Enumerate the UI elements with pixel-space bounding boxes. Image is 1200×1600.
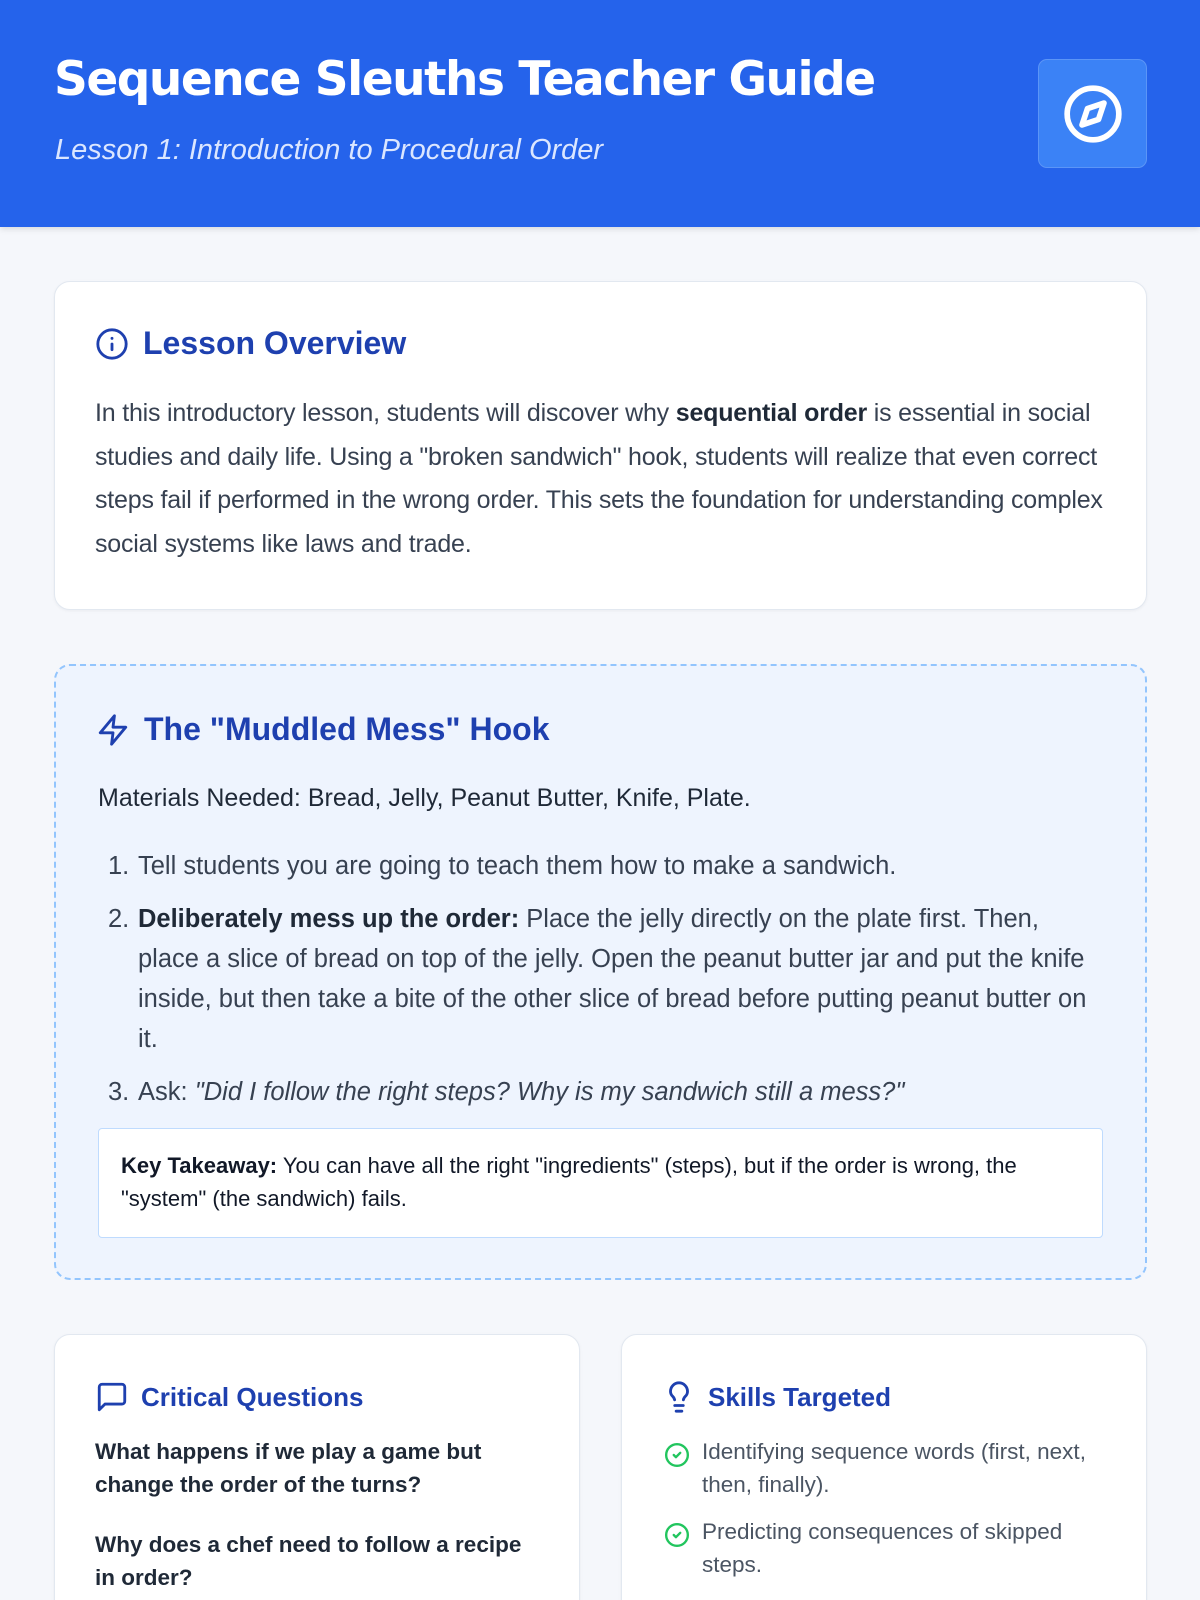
critical-questions-heading: [95, 1380, 364, 1414]
hook-card: [54, 664, 1147, 1280]
key-takeaway-text: You can have all the right "ingredients" (steps), but if the order is wrong, the "system" (the sandwich) fails.: [121, 1153, 1017, 1211]
list-item: Why does a chef need to follow a recipe in order?: [95, 1532, 522, 1590]
page-header: [0, 0, 1200, 227]
chat-icon: [95, 1380, 129, 1414]
key-takeaway-label: Key Takeaway:: [121, 1153, 278, 1178]
list-item: Identifying sequence words (first, next, then, finally).: [664, 1435, 1104, 1501]
key-takeaway-box: [98, 1128, 1103, 1238]
critical-questions-card: [54, 1334, 580, 1600]
skills-targeted-card: [621, 1334, 1147, 1600]
lightbulb-icon: [662, 1380, 696, 1414]
critical-questions-title: Critical Questions: [141, 1381, 364, 1412]
list-item: 1. Tell students you are going to teach them how to make a sandwich.: [108, 852, 897, 880]
info-icon: [95, 327, 129, 361]
compass-button[interactable]: [1038, 59, 1147, 168]
questions-list: [95, 1435, 545, 1600]
page-title: Sequence Sleuths Teacher Guide: [54, 52, 875, 107]
list-item: Predicting consequences of skipped steps.: [664, 1515, 1104, 1581]
hook-title: The "Muddled Mess" Hook: [144, 711, 550, 747]
list-item: 3. Ask: "Did I follow the right steps? Why is my sandwich still a mess?": [108, 1078, 905, 1106]
skills-targeted-title: Skills Targeted: [708, 1381, 892, 1412]
compass-icon: [1062, 83, 1124, 145]
skills-targeted-heading: [662, 1380, 891, 1414]
hook-steps-list: [98, 846, 1103, 1125]
lightning-icon: [96, 713, 130, 747]
emphasis-text: sequential order: [675, 399, 868, 427]
lesson-overview-title: Lesson Overview: [143, 325, 407, 361]
check-circle-icon: [664, 1522, 690, 1548]
materials-needed: Materials Needed: Bread, Jelly, Peanut Butter, Knife, Plate.: [98, 784, 751, 812]
list-item: What happens if we play a game but change the order of the turns?: [95, 1439, 482, 1497]
page-subtitle: Lesson 1: Introduction to Procedural Order: [55, 134, 604, 166]
skills-list: [664, 1435, 1104, 1595]
list-item: 2. Deliberately mess up the order: Place the jelly directly on the plate first. Then, place a slice of bread on top of the jelly. Open the peanut butter jar and put the knife inside, but then take a bite of the other slice of bread before putting peanut butter on it.: [108, 905, 1087, 1053]
hook-heading: [96, 711, 549, 748]
lesson-overview-card: [54, 281, 1147, 610]
lesson-overview-text: In this introductory lesson, students will discover why sequential order is essential in social studies and daily life. Using a "broken sandwich" hook, students will realize that even correct steps fail if performed in the wrong order. This sets the foundation for understanding complex social systems like laws and trade.: [95, 399, 1103, 558]
lesson-overview-heading: [95, 325, 406, 362]
check-circle-icon: [664, 1442, 690, 1468]
